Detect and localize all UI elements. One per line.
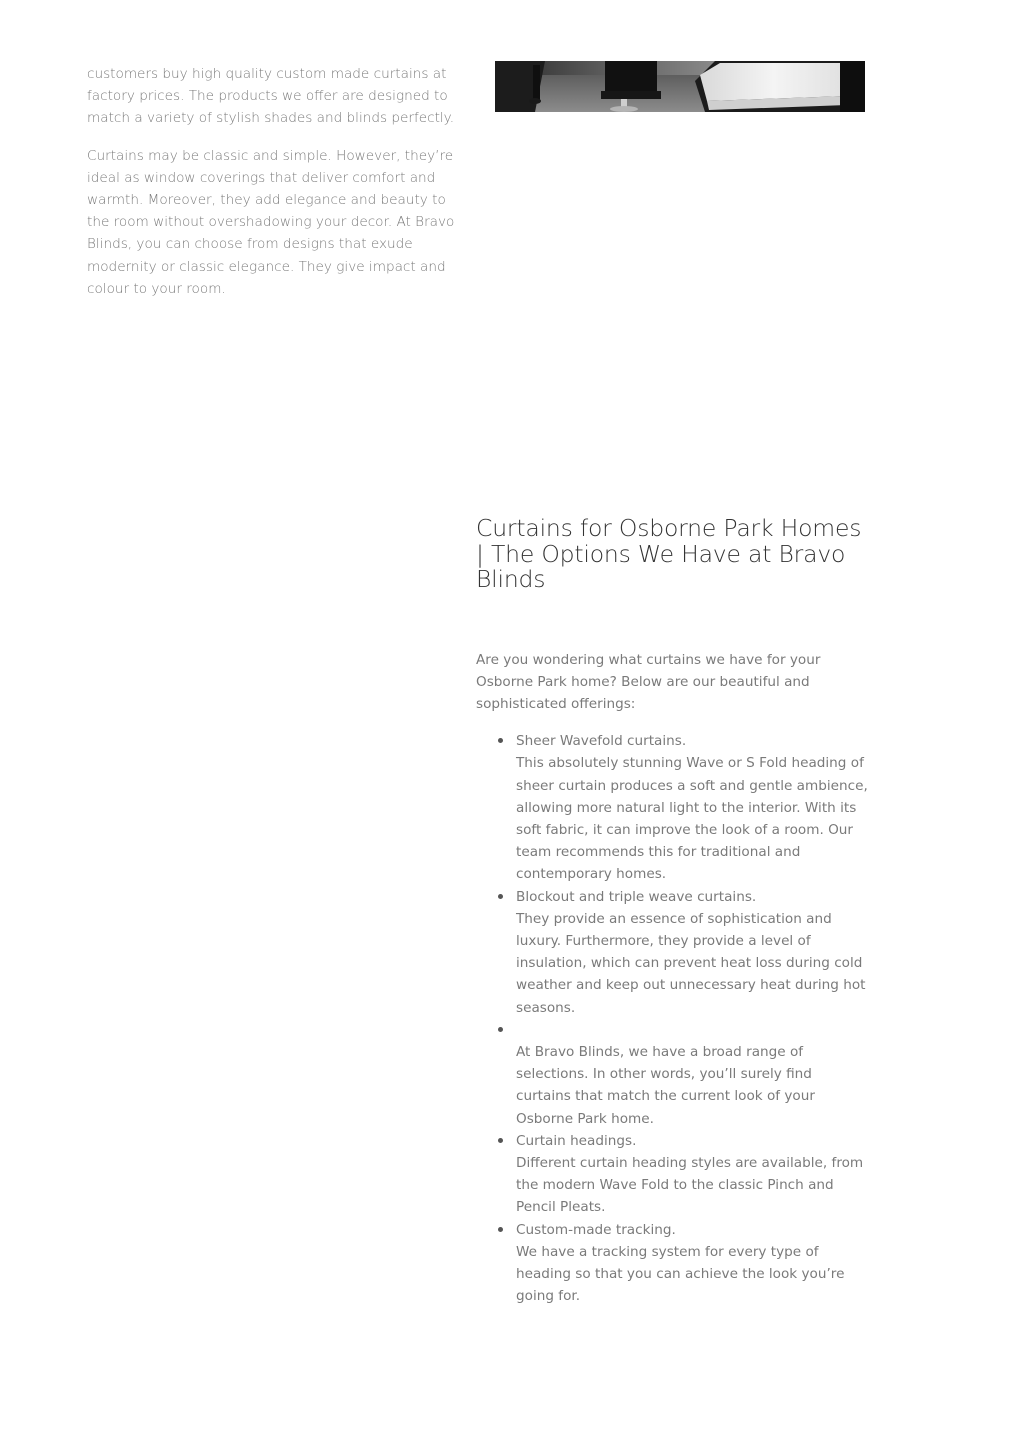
list-item-description: They provide an essence of sophistication and luxury. Furthermore, they provide a level of insulation, which can prevent heat loss during cold weather and keep out unnecessary heat during hot seasons. — [516, 910, 866, 1016]
list-item — [516, 886, 871, 1019]
list-item-description: We have a tracking system for every type of heading so that you can achieve the look you’re going for. — [516, 1243, 845, 1305]
intro-text-column — [87, 63, 465, 315]
bedroom-photo — [495, 61, 865, 112]
list-item — [516, 1019, 871, 1130]
list-item-description: This absolutely stunning Wave or S Fold heading of sheer curtain produces a soft and gentle ambience, allowing more natural light to the interior. With its soft fabric, it can improve the look of a room. Our team recommends this for traditional and contemporary homes. — [516, 755, 868, 883]
list-item-title: Curtain headings. — [516, 1132, 637, 1149]
intro-paragraph: customers buy high quality custom made curtains at factory prices. The products we offer are designed to match a variety of stylish shades and blinds perfectly. — [87, 66, 455, 127]
list-item — [516, 1219, 871, 1308]
list-item-title: Custom-made tracking. — [516, 1221, 676, 1238]
bedroom-photo-graphic — [495, 61, 865, 112]
section-intro: Are you wondering what curtains we have for your Osborne Park home? Below are our beautiful and sophisticated offerings: — [476, 651, 821, 712]
list-item — [516, 1130, 871, 1219]
list-item-title: Sheer Wavefold curtains. — [516, 733, 687, 750]
list-item-description: Different curtain heading styles are available, from the modern Wave Fold to the classic Pinch and Pencil Pleats. — [516, 1154, 864, 1216]
list-item-title — [516, 1019, 871, 1041]
list-item — [516, 730, 871, 885]
curtain-options-section — [476, 516, 871, 1307]
curtain-options-list — [476, 730, 871, 1307]
list-item-title: Blockout and triple weave curtains. — [516, 888, 757, 905]
intro-paragraph: Curtains may be classic and simple. However, they’re ideal as window coverings that deliver comfort and warmth. Moreover, they add elegance and beauty to the room without overshadowing your decor. At Bravo Blinds, you can choose from designs that exude modernity or classic elegance. They give impact and colour to your room. — [87, 147, 455, 297]
list-item-description: At Bravo Blinds, we have a broad range of selections. In other words, you’ll surely find curtains that match the current look of your Osborne Park home. — [516, 1043, 815, 1127]
section-heading: Curtains for Osborne Park Homes | The Options We Have at Bravo Blinds — [476, 514, 862, 593]
